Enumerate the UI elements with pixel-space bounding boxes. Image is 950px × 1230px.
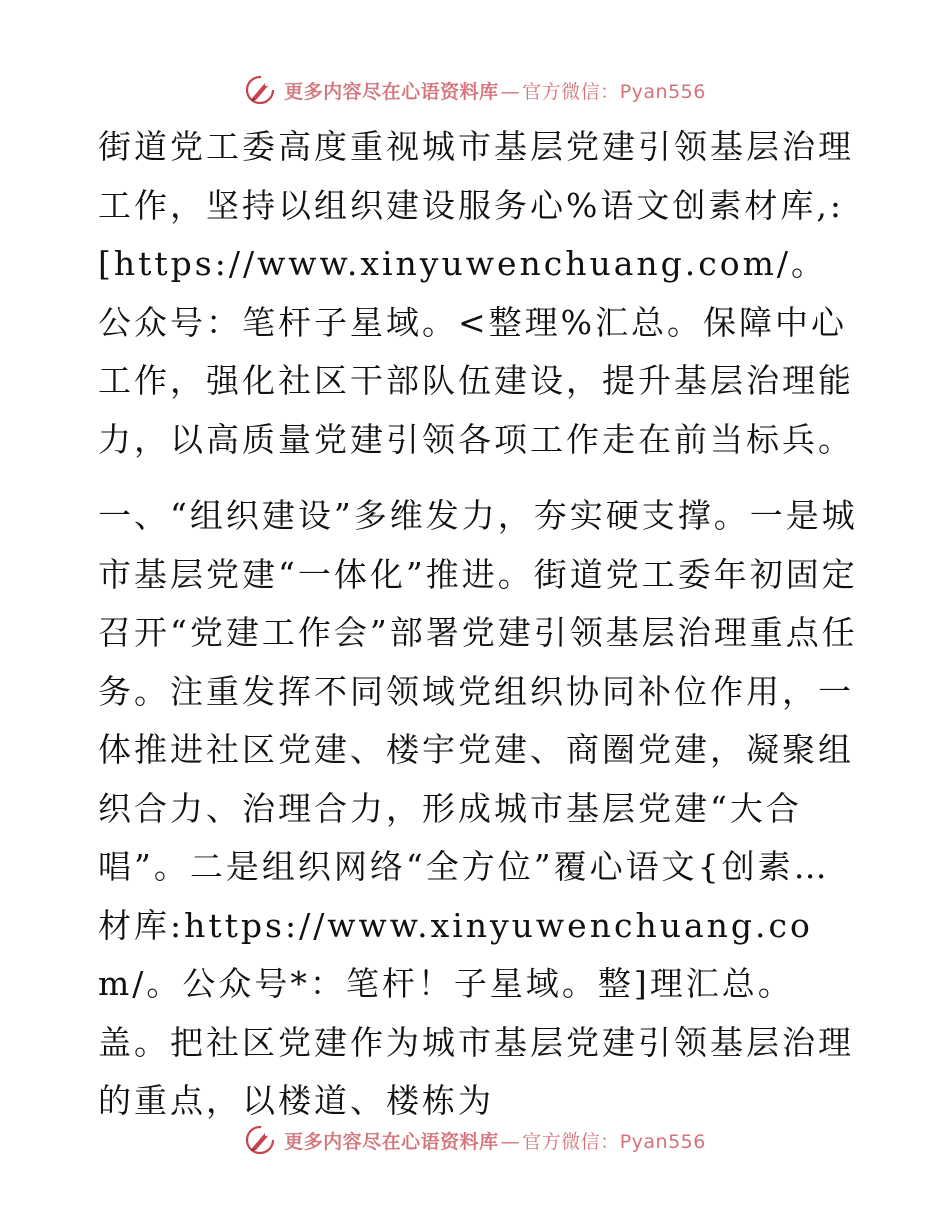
pen-logo-icon bbox=[244, 1124, 276, 1156]
header-wechat-handle: Pyan556 bbox=[619, 80, 706, 103]
header-dash: — bbox=[500, 80, 521, 103]
header-banner bbox=[0, 70, 950, 110]
header-banner-text bbox=[284, 77, 706, 104]
header-contact-label: 官方微信： bbox=[522, 80, 620, 103]
header-site-name: 更多内容尽在心语资料库 bbox=[284, 80, 499, 103]
footer-wechat-handle: Pyan556 bbox=[619, 1130, 706, 1153]
footer-contact-label: 官方微信： bbox=[522, 1130, 620, 1153]
footer-site-name: 更多内容尽在心语资料库 bbox=[284, 1130, 499, 1153]
footer-dash: — bbox=[500, 1130, 521, 1153]
pen-logo-icon bbox=[244, 74, 276, 106]
paragraph-section-one: 一、“组织建设”多维发力，夯实硬支撑。一是城市基层党建“一体化”推进。街道党工委年初固定召开“党建工作会”部署党建引领基层治理重点任务。注重发挥不同领域党组织协同补位作用，一体推进社区党建、楼宇党建、商圈党建，凝聚组织合力、治理合力，形成城市基层党建“大合唱”。二是组织网络“全方位”覆心语文{创素…材库:https://www.xinyuwenchuang.com/。公众号*：笔杆！子星域。整]理汇总。盖。把社区党建作为城市基层党建引领基层治理的重点，以楼道、楼栋为 bbox=[98, 496, 858, 1120]
paragraph-intro: 街道党工委高度重视城市基层党建引领基层治理工作，坚持以组织建设服务心%语文创素材库,:[https://www.xinyuwenchuang.com/。公众号：笔杆子星域。<整理%汇总。保障中心工作，强化社区干部队伍建设，提升基层治理能力，以高质量党建引领各项工作走在前当标兵。 bbox=[98, 127, 854, 459]
footer-banner-text bbox=[284, 1127, 706, 1154]
footer-banner bbox=[0, 1120, 950, 1160]
document-body bbox=[98, 118, 858, 1131]
